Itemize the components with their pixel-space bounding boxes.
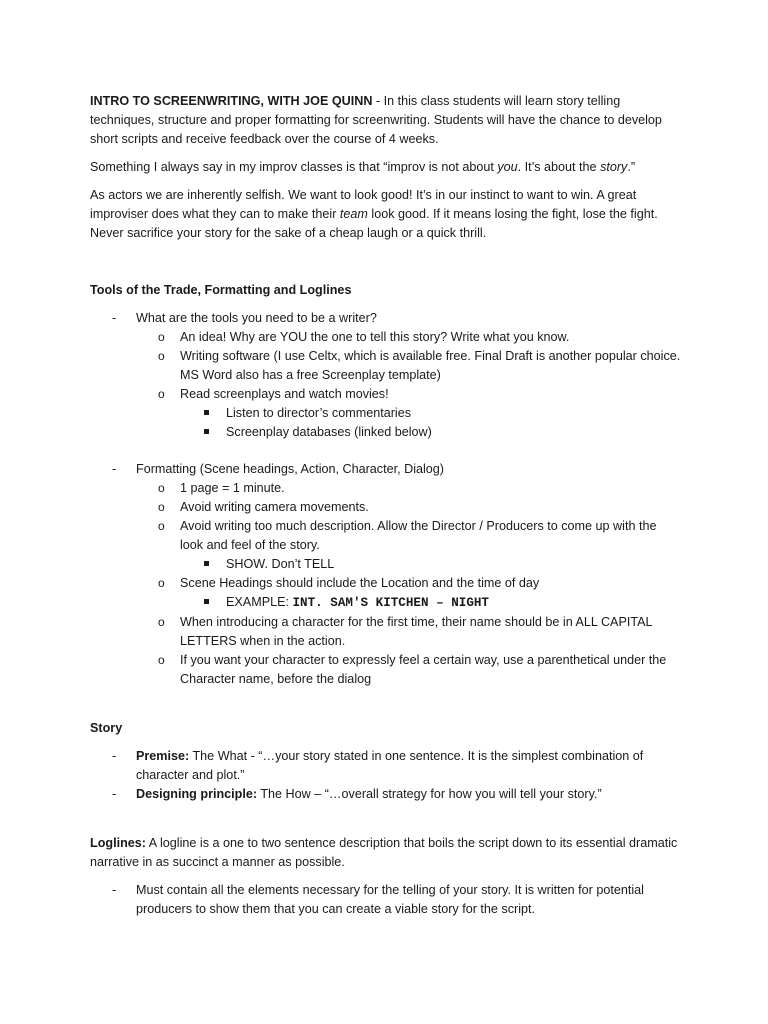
list-item-text: If you want your character to expressly feel a certain way, use a parenthetical under the Character name, before the dialog — [180, 653, 667, 686]
actors-text: As actors we are inherently selfish. We want to look good! It’s in our instinct to want to win. A great improviser does what they can to make their — [90, 188, 637, 221]
list-item-text: Formatting (Scene headings, Action, Character, Dialog) — [136, 462, 445, 476]
circle-bullet: o — [158, 349, 165, 363]
list-item — [90, 517, 682, 555]
circle-bullet: o — [158, 330, 165, 344]
premise-label: Premise: — [136, 749, 190, 763]
list-item-text: What are the tools you need to be a writer? — [136, 311, 377, 325]
list-item — [90, 347, 682, 385]
example-scene-heading: INT. SAM'S KITCHEN – NIGHT — [292, 596, 489, 610]
list-item-text: Read screenplays and watch movies! — [180, 387, 389, 401]
quote-emphasis-you: you — [497, 160, 518, 174]
list-item — [90, 881, 682, 919]
list-item — [90, 404, 682, 423]
course-title: INTRO TO SCREENWRITING, WITH JOE QUINN — [90, 94, 373, 108]
square-bullet-icon — [204, 410, 209, 415]
list-item-text: Avoid writing camera movements. — [180, 500, 369, 514]
example-label: EXAMPLE: — [226, 595, 293, 609]
list-item — [90, 785, 682, 804]
circle-bullet: o — [158, 481, 165, 495]
list-item-text: 1 page = 1 minute. — [180, 481, 285, 495]
list-item — [90, 555, 682, 574]
list-item-text: Avoid writing too much description. Allow the Director / Producers to come up with the look and feel of the story. — [180, 519, 657, 552]
square-bullet-icon — [204, 599, 209, 604]
design-principle-text: The How – “…overall strategy for how you will tell your story.” — [257, 787, 602, 801]
dash-bullet: - — [112, 749, 117, 763]
list-item — [90, 498, 682, 517]
quote-text: . It’s about the — [517, 160, 601, 174]
list-item-text: Listen to director’s commentaries — [226, 406, 412, 420]
improv-quote-paragraph — [90, 158, 682, 177]
loglines-paragraph — [90, 834, 682, 872]
list-item — [90, 593, 682, 613]
loglines-label: Loglines: — [90, 836, 146, 850]
dash-bullet: - — [112, 462, 117, 476]
list-item-text: SHOW. Don’t TELL — [226, 557, 335, 571]
circle-bullet: o — [158, 519, 165, 533]
square-bullet-icon — [204, 429, 209, 434]
list-item — [90, 460, 682, 479]
circle-bullet: o — [158, 387, 165, 401]
list-item — [90, 479, 682, 498]
dash-bullet: - — [112, 311, 117, 325]
section-heading-tools: Tools of the Trade, Formatting and Loglines — [90, 283, 352, 297]
quote-emphasis-story: story — [600, 160, 628, 174]
premise-text: The What - “…your story stated in one sentence. It is the simplest combination of character and plot.” — [136, 749, 644, 782]
quote-text: .” — [627, 160, 636, 174]
square-bullet-icon — [204, 561, 209, 566]
intro-paragraph — [90, 92, 682, 149]
list-item — [90, 747, 682, 785]
circle-bullet: o — [158, 615, 165, 629]
list-item-text: When introducing a character for the first time, their name should be in ALL CAPITAL LETTERS when in the action. — [180, 615, 653, 648]
list-item-text: Writing software (I use Celtx, which is available free. Final Draft is another popular choice. MS Word also has a free Screenplay template) — [180, 349, 681, 382]
list-item — [90, 385, 682, 404]
circle-bullet: o — [158, 653, 165, 667]
circle-bullet: o — [158, 500, 165, 514]
course-description: - In this class students will learn story telling techniques, structure and proper formatting for screenwriting. Students will have the chance to develop short scripts and receive feedback over the course of 4 weeks. — [90, 94, 662, 146]
list-item — [90, 309, 682, 328]
actors-text: look good. If it means losing the fight, lose the fight. Never sacrifice your story for the sake of a cheap laugh or a quick thrill. — [90, 207, 658, 240]
actors-emphasis-team: team — [339, 207, 368, 221]
actors-paragraph — [90, 186, 682, 243]
section-heading-story: Story — [90, 721, 123, 735]
list-item-text: Screenplay databases (linked below) — [226, 425, 432, 439]
dash-bullet: - — [112, 883, 117, 897]
design-principle-label: Designing principle: — [136, 787, 258, 801]
dash-bullet: - — [112, 787, 117, 801]
list-item-text: An idea! Why are YOU the one to tell this story? Write what you know. — [180, 330, 570, 344]
circle-bullet: o — [158, 576, 165, 590]
list-item — [90, 328, 682, 347]
list-item-text: Must contain all the elements necessary for the telling of your story. It is written for potential producers to show them that you can create a viable story for the script. — [136, 883, 644, 916]
loglines-text: A logline is a one to two sentence description that boils the script down to its essential dramatic narrative in as succinct a manner as possible. — [90, 836, 678, 869]
list-item-text: Scene Headings should include the Location and the time of day — [180, 576, 540, 590]
list-item — [90, 574, 682, 593]
list-item — [90, 423, 682, 442]
document-page — [90, 92, 682, 919]
list-item — [90, 651, 682, 689]
list-item — [90, 613, 682, 651]
quote-text: Something I always say in my improv classes is that “improv is not about — [90, 160, 498, 174]
